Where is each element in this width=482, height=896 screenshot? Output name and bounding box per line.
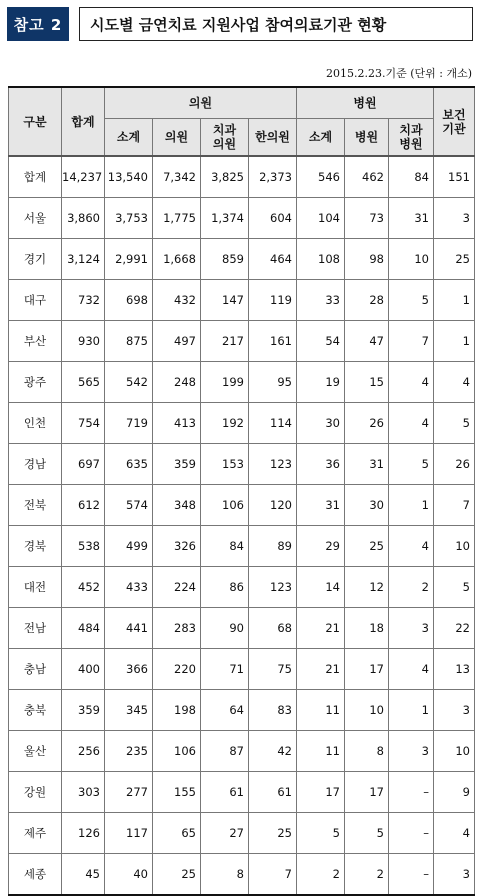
region-cell: 합계 — [9, 156, 62, 198]
value-cell: 42 — [249, 731, 297, 772]
value-cell: 348 — [153, 485, 201, 526]
table-row — [9, 280, 475, 321]
value-cell: 635 — [105, 444, 153, 485]
region-cell: 대구 — [9, 280, 62, 321]
value-cell: 452 — [62, 567, 105, 608]
value-cell: 1 — [389, 690, 434, 731]
table-row — [9, 690, 475, 731]
region-cell: 인천 — [9, 403, 62, 444]
value-cell: 5 — [434, 567, 475, 608]
value-cell: 151 — [434, 156, 475, 198]
region-cell: 대전 — [9, 567, 62, 608]
value-cell: 10 — [434, 731, 475, 772]
value-cell: 1,668 — [153, 239, 201, 280]
value-cell: 2 — [389, 567, 434, 608]
table-row — [9, 731, 475, 772]
table-row — [9, 526, 475, 567]
header-clinic-group: 의원 — [105, 87, 297, 119]
page-header — [7, 7, 473, 41]
value-cell: 3,860 — [62, 198, 105, 239]
region-cell: 충남 — [9, 649, 62, 690]
value-cell: 84 — [389, 156, 434, 198]
value-cell: 15 — [345, 362, 389, 403]
value-cell: 14 — [297, 567, 345, 608]
value-cell: 17 — [297, 772, 345, 813]
table-row — [9, 239, 475, 280]
value-cell: 256 — [62, 731, 105, 772]
value-cell: 25 — [249, 813, 297, 854]
value-cell: 7 — [389, 321, 434, 362]
value-cell: 29 — [297, 526, 345, 567]
table-row — [9, 444, 475, 485]
region-cell: 경기 — [9, 239, 62, 280]
value-cell: 54 — [297, 321, 345, 362]
value-cell: 3 — [389, 731, 434, 772]
value-cell: 542 — [105, 362, 153, 403]
value-cell: 40 — [105, 854, 153, 896]
value-cell: 89 — [249, 526, 297, 567]
value-cell: 31 — [297, 485, 345, 526]
value-cell: 366 — [105, 649, 153, 690]
header-dental-hospital: 치과 병원 — [389, 119, 434, 157]
value-cell: 3 — [434, 690, 475, 731]
value-cell: 4 — [389, 649, 434, 690]
value-cell: 497 — [153, 321, 201, 362]
value-cell: 875 — [105, 321, 153, 362]
value-cell: 68 — [249, 608, 297, 649]
value-cell: 65 — [153, 813, 201, 854]
value-cell: 7 — [249, 854, 297, 896]
value-cell: 199 — [201, 362, 249, 403]
value-cell: 120 — [249, 485, 297, 526]
value-cell: 84 — [201, 526, 249, 567]
value-cell: 441 — [105, 608, 153, 649]
value-cell: 5 — [389, 280, 434, 321]
value-cell: 217 — [201, 321, 249, 362]
value-cell: 4 — [389, 403, 434, 444]
value-cell: 36 — [297, 444, 345, 485]
value-cell: 283 — [153, 608, 201, 649]
value-cell: 106 — [153, 731, 201, 772]
region-cell: 서울 — [9, 198, 62, 239]
value-cell: 2,991 — [105, 239, 153, 280]
value-cell: 86 — [201, 567, 249, 608]
header-hospital-subtotal: 소계 — [297, 119, 345, 157]
value-cell: 33 — [297, 280, 345, 321]
value-cell: 1 — [389, 485, 434, 526]
page-title: 시도별 금연치료 지원사업 참여의료기관 현황 — [79, 7, 473, 41]
table-row — [9, 198, 475, 239]
table-row — [9, 772, 475, 813]
value-cell: 574 — [105, 485, 153, 526]
value-cell: 47 — [345, 321, 389, 362]
value-cell: 106 — [201, 485, 249, 526]
value-cell: 546 — [297, 156, 345, 198]
region-cell: 전남 — [9, 608, 62, 649]
value-cell: 61 — [249, 772, 297, 813]
value-cell: 698 — [105, 280, 153, 321]
region-cell: 세종 — [9, 854, 62, 896]
value-cell: 3 — [389, 608, 434, 649]
value-cell: 462 — [345, 156, 389, 198]
value-cell: 75 — [249, 649, 297, 690]
value-cell: – — [389, 854, 434, 896]
value-cell: 4 — [389, 362, 434, 403]
table-row-total — [9, 156, 475, 198]
value-cell: 732 — [62, 280, 105, 321]
value-cell: 7 — [434, 485, 475, 526]
region-cell: 광주 — [9, 362, 62, 403]
header-clinic-subtotal: 소계 — [105, 119, 153, 157]
value-cell: 3,753 — [105, 198, 153, 239]
value-cell: 1,374 — [201, 198, 249, 239]
value-cell: 192 — [201, 403, 249, 444]
value-cell: 359 — [153, 444, 201, 485]
value-cell: 484 — [62, 608, 105, 649]
value-cell: 235 — [105, 731, 153, 772]
value-cell: 224 — [153, 567, 201, 608]
value-cell: 27 — [201, 813, 249, 854]
value-cell: 3 — [434, 198, 475, 239]
value-cell: 4 — [434, 362, 475, 403]
value-cell: 45 — [62, 854, 105, 896]
value-cell: 18 — [345, 608, 389, 649]
value-cell: 2 — [297, 854, 345, 896]
header-total: 합계 — [62, 87, 105, 156]
value-cell: 930 — [62, 321, 105, 362]
value-cell: 5 — [297, 813, 345, 854]
value-cell: 108 — [297, 239, 345, 280]
value-cell: 604 — [249, 198, 297, 239]
value-cell: 3 — [434, 854, 475, 896]
table-row — [9, 403, 475, 444]
value-cell: 612 — [62, 485, 105, 526]
value-cell: 432 — [153, 280, 201, 321]
value-cell: 123 — [249, 444, 297, 485]
region-cell: 경북 — [9, 526, 62, 567]
table-row — [9, 362, 475, 403]
value-cell: 83 — [249, 690, 297, 731]
value-cell: 14,237 — [62, 156, 105, 198]
value-cell: – — [389, 772, 434, 813]
value-cell: 21 — [297, 608, 345, 649]
value-cell: 147 — [201, 280, 249, 321]
value-cell: 4 — [434, 813, 475, 854]
table-row — [9, 813, 475, 854]
value-cell: 10 — [434, 526, 475, 567]
value-cell: 400 — [62, 649, 105, 690]
value-cell: 859 — [201, 239, 249, 280]
table-row — [9, 321, 475, 362]
header-oriental-clinic: 한의원 — [249, 119, 297, 157]
value-cell: 464 — [249, 239, 297, 280]
value-cell: 71 — [201, 649, 249, 690]
value-cell: 538 — [62, 526, 105, 567]
date-unit-note: 2015.2.23.기준 (단위 : 개소) — [325, 67, 472, 80]
value-cell: 2,373 — [249, 156, 297, 198]
value-cell: 359 — [62, 690, 105, 731]
region-cell: 제주 — [9, 813, 62, 854]
value-cell: 5 — [345, 813, 389, 854]
value-cell: 5 — [389, 444, 434, 485]
table-row — [9, 567, 475, 608]
value-cell: 198 — [153, 690, 201, 731]
header-dental-clinic: 치과 의원 — [201, 119, 249, 157]
header-clinic: 의원 — [153, 119, 201, 157]
region-cell: 울산 — [9, 731, 62, 772]
value-cell: 10 — [389, 239, 434, 280]
value-cell: 12 — [345, 567, 389, 608]
header-hospital: 병원 — [345, 119, 389, 157]
value-cell: 104 — [297, 198, 345, 239]
value-cell: 30 — [297, 403, 345, 444]
value-cell: 1,775 — [153, 198, 201, 239]
value-cell: 3,124 — [62, 239, 105, 280]
value-cell: 220 — [153, 649, 201, 690]
value-cell: 3,825 — [201, 156, 249, 198]
value-cell: 117 — [105, 813, 153, 854]
value-cell: 31 — [345, 444, 389, 485]
value-cell: 326 — [153, 526, 201, 567]
value-cell: 30 — [345, 485, 389, 526]
value-cell: 31 — [389, 198, 434, 239]
value-cell: 19 — [297, 362, 345, 403]
value-cell: 11 — [297, 690, 345, 731]
value-cell: 9 — [434, 772, 475, 813]
value-cell: 64 — [201, 690, 249, 731]
value-cell: 21 — [297, 649, 345, 690]
value-cell: 1 — [434, 321, 475, 362]
value-cell: 345 — [105, 690, 153, 731]
value-cell: 5 — [434, 403, 475, 444]
reference-badge: 참고 2 — [7, 7, 69, 41]
region-cell: 경남 — [9, 444, 62, 485]
value-cell: 126 — [62, 813, 105, 854]
value-cell: 17 — [345, 772, 389, 813]
value-cell: 8 — [345, 731, 389, 772]
value-cell: 565 — [62, 362, 105, 403]
value-cell: 28 — [345, 280, 389, 321]
value-cell: 26 — [434, 444, 475, 485]
value-cell: 8 — [201, 854, 249, 896]
value-cell: 697 — [62, 444, 105, 485]
value-cell: 277 — [105, 772, 153, 813]
region-cell: 부산 — [9, 321, 62, 362]
value-cell: 303 — [62, 772, 105, 813]
value-cell: 413 — [153, 403, 201, 444]
value-cell: 719 — [105, 403, 153, 444]
value-cell: 25 — [153, 854, 201, 896]
value-cell: – — [389, 813, 434, 854]
table-row — [9, 854, 475, 896]
value-cell: 433 — [105, 567, 153, 608]
header-hospital-group: 병원 — [297, 87, 434, 119]
value-cell: 11 — [297, 731, 345, 772]
value-cell: 499 — [105, 526, 153, 567]
table-row — [9, 485, 475, 526]
region-cell: 강원 — [9, 772, 62, 813]
value-cell: 26 — [345, 403, 389, 444]
value-cell: 754 — [62, 403, 105, 444]
header-region: 구분 — [9, 87, 62, 156]
header-health-institution: 보건 기관 — [434, 87, 475, 156]
value-cell: 25 — [434, 239, 475, 280]
value-cell: 7,342 — [153, 156, 201, 198]
value-cell: 161 — [249, 321, 297, 362]
value-cell: 25 — [345, 526, 389, 567]
value-cell: 155 — [153, 772, 201, 813]
value-cell: 17 — [345, 649, 389, 690]
value-cell: 87 — [201, 731, 249, 772]
value-cell: 10 — [345, 690, 389, 731]
value-cell: 13 — [434, 649, 475, 690]
value-cell: 13,540 — [105, 156, 153, 198]
value-cell: 73 — [345, 198, 389, 239]
region-cell: 충북 — [9, 690, 62, 731]
table-row — [9, 608, 475, 649]
value-cell: 90 — [201, 608, 249, 649]
value-cell: 153 — [201, 444, 249, 485]
value-cell: 95 — [249, 362, 297, 403]
value-cell: 61 — [201, 772, 249, 813]
table-row — [9, 649, 475, 690]
value-cell: 22 — [434, 608, 475, 649]
region-cell: 전북 — [9, 485, 62, 526]
value-cell: 2 — [345, 854, 389, 896]
value-cell: 4 — [389, 526, 434, 567]
value-cell: 123 — [249, 567, 297, 608]
value-cell: 119 — [249, 280, 297, 321]
institution-table — [8, 86, 475, 896]
value-cell: 114 — [249, 403, 297, 444]
value-cell: 98 — [345, 239, 389, 280]
value-cell: 248 — [153, 362, 201, 403]
value-cell: 1 — [434, 280, 475, 321]
